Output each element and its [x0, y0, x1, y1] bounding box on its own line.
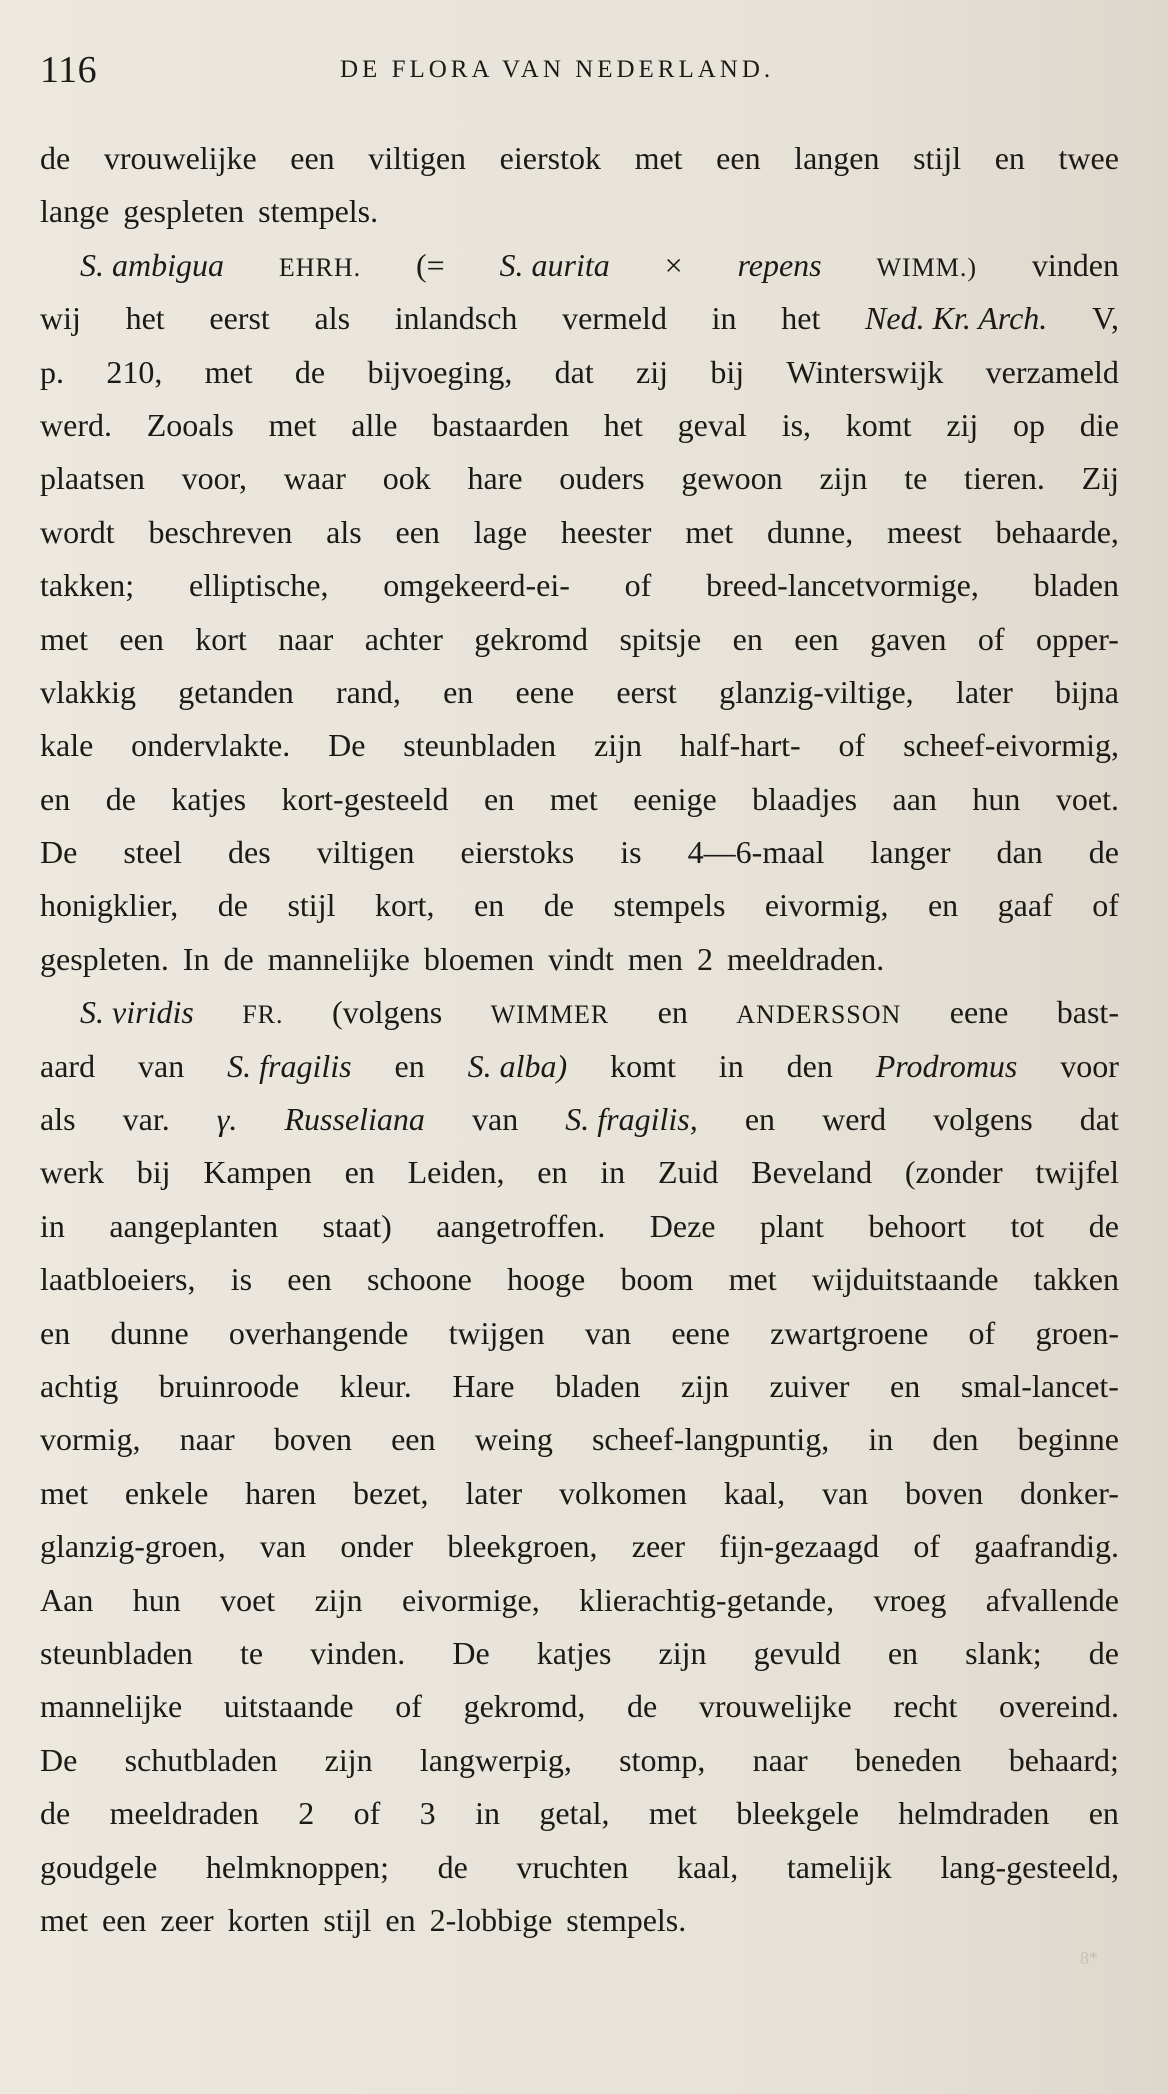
text-line: lange gespleten stempels.	[40, 193, 379, 230]
text-line: werd. Zooals met alle bastaarden het geval is, komt zij op die	[40, 406, 1119, 443]
text-line: met een kort naar achter gekromd spitsje en een gaven of opper-	[40, 620, 1119, 657]
text-line: glanzig-groen, van onder bleekgroen, zeer fijn-gezaagd of gaafrandig.	[40, 1528, 1119, 1565]
page-number: 116	[40, 49, 98, 91]
text-line: de vrouwelijke een viltigen eierstok met een langen stijl en twee	[40, 140, 1119, 176]
text-line: S. viridis FR. (volgens WIMMER en ANDERSSON eene bast-	[80, 994, 1119, 1031]
page-header	[40, 42, 1128, 98]
text-line: plaatsen voor, waar ook hare ouders gewoon zijn te tieren. Zij	[40, 460, 1119, 497]
text-line: goudgele helmknoppen; de vruchten kaal, tamelijk lang-gesteeld,	[40, 1848, 1119, 1885]
text-line: met enkele haren bezet, later volkomen kaal, van boven donker-	[40, 1474, 1119, 1511]
text-line: S. ambigua EHRH. (= S. aurita × repens WIMM.) vinden	[80, 246, 1119, 283]
text-line: De steel des viltigen eierstoks is 4—6-maal langer dan de	[40, 834, 1119, 871]
text-line: steunbladen te vinden. De katjes zijn gevuld en slank; de	[40, 1634, 1119, 1671]
text-line: takken; elliptische, omgekeerd-ei- of breed-lancetvormige, bladen	[40, 567, 1119, 604]
text-line: honigklier, de stijl kort, en de stempels eivormig, en gaaf of	[40, 887, 1119, 924]
text-line: werk bij Kampen en Leiden, en in Zuid Beveland (zonder twijfel	[40, 1154, 1119, 1191]
text-line: Aan hun voet zijn eivormige, klierachtig-getande, vroeg afvallende	[40, 1581, 1119, 1618]
text-line: vlakkig getanden rand, en eene eerst glanzig-viltige, later bijna	[40, 673, 1119, 710]
text-line: vormig, naar boven een weing scheef-langpuntig, in den beginne	[40, 1421, 1119, 1458]
text-line: wij het eerst als inlandsch vermeld in het Ned. Kr. Arch. V,	[40, 300, 1119, 337]
body-text	[40, 132, 1119, 1947]
text-line: mannelijke uitstaande of gekromd, de vrouwelijke recht overeind.	[40, 1688, 1119, 1725]
text-line: in aangeplanten staat) aangetroffen. Deze plant behoort tot de	[40, 1207, 1119, 1244]
text-line: De schutbladen zijn langwerpig, stomp, naar beneden behaard;	[40, 1741, 1119, 1778]
text-line: met een zeer korten stijl en 2-lobbige stempels.	[40, 1901, 687, 1938]
text-line: aard van S. fragilis en S. alba) komt in den Prodromus voor	[40, 1047, 1119, 1084]
text-line: kale ondervlakte. De steunbladen zijn half-hart- of scheef-eivormig,	[40, 727, 1119, 764]
running-head: DE FLORA VAN NEDERLAND.	[340, 56, 775, 83]
text-line: als var. γ. Russeliana van S. fragilis, en werd volgens dat	[40, 1101, 1119, 1138]
text-line: de meeldraden 2 of 3 in getal, met bleekgele helmdraden en	[40, 1795, 1119, 1832]
text-line: achtig bruinroode kleur. Hare bladen zijn zuiver en smal-lancet-	[40, 1367, 1119, 1404]
text-line: p. 210, met de bijvoeging, dat zij bij Winterswijk verzameld	[40, 353, 1119, 390]
text-line: laatbloeiers, is een schoone hooge boom met wijduitstaande takken	[40, 1261, 1119, 1298]
text-line: wordt beschreven als een lage heester met dunne, meest behaarde,	[40, 513, 1119, 550]
show-through-mark: 8*	[1080, 1948, 1098, 1968]
text-line: en dunne overhangende twijgen van eene zwartgroene of groen-	[40, 1314, 1119, 1351]
text-line: en de katjes kort-gesteeld en met eenige blaadjes aan hun voet.	[40, 780, 1119, 817]
text-line: gespleten. In de mannelijke bloemen vindt men 2 meeldraden.	[40, 940, 885, 977]
